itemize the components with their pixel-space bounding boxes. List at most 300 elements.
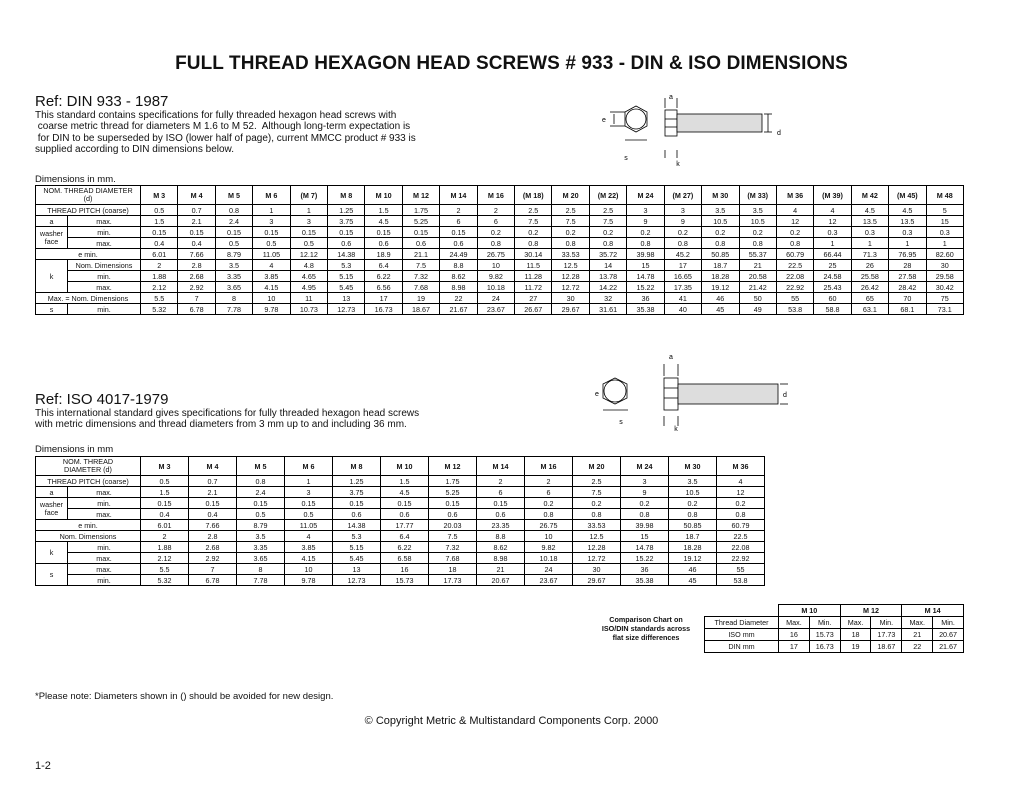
- value-cell: 0.8: [702, 238, 739, 249]
- value-cell: 5.45: [333, 553, 381, 564]
- row-label: k: [36, 260, 68, 293]
- value-cell: 1.5: [365, 205, 402, 216]
- value-cell: 3: [664, 205, 701, 216]
- value-cell: 7.32: [402, 271, 439, 282]
- value-cell: 3.5: [215, 260, 252, 271]
- size-header: M 8: [333, 457, 381, 476]
- value-cell: 3: [621, 476, 669, 487]
- iso-description-line: with metric dimensions and thread diameters from 3 mm up to and including 36 mm.: [35, 419, 407, 431]
- value-cell: 7.68: [402, 282, 439, 293]
- value-cell: 5.3: [328, 260, 365, 271]
- table-row: [36, 509, 765, 520]
- row-sublabel: max.: [68, 238, 141, 249]
- value-cell: 0.15: [290, 227, 327, 238]
- value-cell: 0.15: [440, 227, 477, 238]
- value-cell: 49: [739, 304, 776, 315]
- value-cell: 29.67: [573, 575, 621, 586]
- value-cell: 76.95: [889, 249, 926, 260]
- value-cell: 1: [285, 476, 333, 487]
- value-cell: 18.7: [702, 260, 739, 271]
- comparison-cell: Min.: [809, 617, 840, 629]
- value-cell: 10.5: [739, 216, 776, 227]
- comparison-caption-line: flat size differences: [612, 633, 680, 642]
- size-header: M 42: [851, 186, 888, 205]
- value-cell: 6: [440, 216, 477, 227]
- value-cell: 1.25: [333, 476, 381, 487]
- value-cell: 6.56: [365, 282, 402, 293]
- value-cell: 0.8: [477, 238, 514, 249]
- row-sublabel: max.: [68, 509, 141, 520]
- value-cell: 3.65: [215, 282, 252, 293]
- washer-face-label-line: washer: [39, 228, 64, 238]
- value-cell: 13: [333, 564, 381, 575]
- value-cell: 24.49: [440, 249, 477, 260]
- value-cell: 1.5: [141, 216, 178, 227]
- value-cell: 35.72: [589, 249, 626, 260]
- value-cell: 7.68: [429, 553, 477, 564]
- value-cell: 70: [889, 293, 926, 304]
- value-cell: 0.8: [552, 238, 589, 249]
- value-cell: 10.18: [477, 282, 514, 293]
- iso-screw-drawing: [588, 350, 798, 435]
- comparison-caption-line: Comparison Chart on: [609, 615, 683, 624]
- value-cell: 28.42: [889, 282, 926, 293]
- value-cell: 6: [525, 487, 573, 498]
- row-label: Nom. Dimensions: [36, 531, 141, 542]
- size-header: (M 27): [664, 186, 701, 205]
- din-ref: Ref: DIN 933 - 1987: [35, 93, 169, 110]
- value-cell: 26: [851, 260, 888, 271]
- comparison-cell: 17.73: [871, 629, 902, 641]
- table-row: [36, 216, 964, 227]
- comparison-row: [705, 641, 964, 653]
- value-cell: 22.92: [717, 553, 765, 564]
- table-row: [36, 575, 765, 586]
- value-cell: 9.78: [253, 304, 290, 315]
- value-cell: 13.78: [589, 271, 626, 282]
- comparison-row: [705, 629, 964, 641]
- row-label: THREAD PITCH (coarse): [36, 476, 141, 487]
- table-row: [36, 227, 964, 238]
- value-cell: 12.12: [290, 249, 327, 260]
- value-cell: 30: [552, 293, 589, 304]
- value-cell: 12.5: [573, 531, 621, 542]
- value-cell: 6.78: [178, 304, 215, 315]
- value-cell: 2.5: [515, 205, 552, 216]
- comparison-caption-line: ISO/DIN standards across: [601, 624, 691, 633]
- value-cell: 66.44: [814, 249, 851, 260]
- value-cell: 46: [702, 293, 739, 304]
- value-cell: 0.15: [429, 498, 477, 509]
- value-cell: 0.4: [189, 509, 237, 520]
- value-cell: 0.5: [285, 509, 333, 520]
- size-header: (M 22): [589, 186, 626, 205]
- value-cell: 4.15: [253, 282, 290, 293]
- value-cell: 9.78: [285, 575, 333, 586]
- value-cell: 46: [669, 564, 717, 575]
- value-cell: 0.15: [189, 498, 237, 509]
- value-cell: 12.28: [552, 271, 589, 282]
- value-cell: 39.98: [627, 249, 664, 260]
- value-cell: 8.8: [440, 260, 477, 271]
- value-cell: 17.77: [381, 520, 429, 531]
- value-cell: 14.22: [589, 282, 626, 293]
- value-cell: 25.43: [814, 282, 851, 293]
- value-cell: 23.67: [525, 575, 573, 586]
- value-cell: 1: [851, 238, 888, 249]
- value-cell: 7.5: [515, 216, 552, 227]
- label-e: e: [595, 391, 599, 398]
- row-label: THREAD PITCH (coarse): [36, 205, 141, 216]
- value-cell: 5.25: [402, 216, 439, 227]
- value-cell: 8.79: [237, 520, 285, 531]
- value-cell: 19.12: [669, 553, 717, 564]
- value-cell: 1: [814, 238, 851, 249]
- value-cell: 8: [237, 564, 285, 575]
- hex-head-end-view: [625, 106, 647, 132]
- value-cell: 5.3: [333, 531, 381, 542]
- value-cell: 3.5: [669, 476, 717, 487]
- row-sublabel: max.: [68, 282, 141, 293]
- value-cell: 0.2: [776, 227, 813, 238]
- size-header: M 30: [702, 186, 739, 205]
- din-description-line: for DIN to be superseded by ISO (lower half of page), current MMCC product # 933 is: [35, 132, 416, 144]
- value-cell: 2.92: [178, 282, 215, 293]
- hex-head-end-view: [603, 378, 627, 404]
- value-cell: 7.5: [402, 260, 439, 271]
- value-cell: 12: [717, 487, 765, 498]
- value-cell: 4.95: [290, 282, 327, 293]
- din-description-line: supplied according to DIN dimensions below.: [35, 144, 234, 156]
- size-header: M 14: [477, 457, 525, 476]
- value-cell: 30.14: [515, 249, 552, 260]
- value-cell: 5.15: [333, 542, 381, 553]
- value-cell: 0.15: [237, 498, 285, 509]
- value-cell: 60.79: [717, 520, 765, 531]
- comparison-cell: Max.: [840, 617, 871, 629]
- comparison-cell: 17: [779, 641, 810, 653]
- value-cell: 0.5: [141, 476, 189, 487]
- value-cell: 3.5: [702, 205, 739, 216]
- value-cell: 21: [477, 564, 525, 575]
- value-cell: 9: [627, 216, 664, 227]
- value-cell: 29.67: [552, 304, 589, 315]
- value-cell: 0.4: [141, 509, 189, 520]
- value-cell: 24.58: [814, 271, 851, 282]
- value-cell: 0.8: [573, 509, 621, 520]
- value-cell: 41: [664, 293, 701, 304]
- value-cell: 2.4: [215, 216, 252, 227]
- label-d: d: [783, 392, 787, 399]
- value-cell: 17.35: [664, 282, 701, 293]
- value-cell: 14: [589, 260, 626, 271]
- row-sublabel: min.: [68, 498, 141, 509]
- value-cell: 5.32: [141, 304, 178, 315]
- value-cell: 2.1: [189, 487, 237, 498]
- value-cell: 33.53: [573, 520, 621, 531]
- value-cell: 12.73: [333, 575, 381, 586]
- value-cell: 9.82: [525, 542, 573, 553]
- value-cell: 6.01: [141, 249, 178, 260]
- size-header: M 24: [627, 186, 664, 205]
- value-cell: 2.68: [189, 542, 237, 553]
- value-cell: 0.15: [333, 498, 381, 509]
- value-cell: 2.5: [573, 476, 621, 487]
- table-row: [36, 293, 964, 304]
- value-cell: 22.08: [776, 271, 813, 282]
- value-cell: 55: [776, 293, 813, 304]
- value-cell: 23.67: [477, 304, 514, 315]
- value-cell: 4.5: [851, 205, 888, 216]
- value-cell: 8.98: [440, 282, 477, 293]
- size-header: M 36: [717, 457, 765, 476]
- value-cell: 0.2: [552, 227, 589, 238]
- value-cell: 3: [253, 216, 290, 227]
- value-cell: 6.4: [365, 260, 402, 271]
- value-cell: 1.5: [381, 476, 429, 487]
- value-cell: 40: [664, 304, 701, 315]
- hex-head-side-view: [665, 110, 677, 136]
- value-cell: 20.58: [739, 271, 776, 282]
- value-cell: 5.32: [141, 575, 189, 586]
- iso-dimensions-table: [35, 456, 765, 586]
- value-cell: 7.78: [215, 304, 252, 315]
- value-cell: 10: [477, 260, 514, 271]
- value-cell: 0.8: [621, 509, 669, 520]
- size-header: M 20: [552, 186, 589, 205]
- value-cell: 0.15: [365, 227, 402, 238]
- value-cell: 7: [189, 564, 237, 575]
- value-cell: 21.67: [440, 304, 477, 315]
- iso-ref: Ref: ISO 4017-1979: [35, 391, 169, 408]
- value-cell: 10: [525, 531, 573, 542]
- iso-description-line: This international standard gives specifications for fully threaded hexagon head screws: [35, 408, 420, 419]
- value-cell: 75: [926, 293, 963, 304]
- value-cell: 2: [440, 205, 477, 216]
- comparison-size: M 10: [779, 605, 841, 617]
- value-cell: 3: [627, 205, 664, 216]
- size-header: M 36: [776, 186, 813, 205]
- value-cell: 22.08: [717, 542, 765, 553]
- value-cell: 0.15: [328, 227, 365, 238]
- iso-dimensions-label: Dimensions in mm: [35, 444, 114, 455]
- value-cell: 0.8: [627, 238, 664, 249]
- value-cell: 5.45: [328, 282, 365, 293]
- comparison-cell: 18.67: [871, 641, 902, 653]
- value-cell: 45: [702, 304, 739, 315]
- table-row: [36, 531, 765, 542]
- value-cell: 12: [776, 216, 813, 227]
- size-header: M 5: [237, 457, 285, 476]
- value-cell: 16: [381, 564, 429, 575]
- value-cell: 2.1: [178, 216, 215, 227]
- value-cell: 0.6: [429, 509, 477, 520]
- value-cell: 27: [515, 293, 552, 304]
- value-cell: 7.66: [189, 520, 237, 531]
- size-header: M 24: [621, 457, 669, 476]
- value-cell: 0.15: [215, 227, 252, 238]
- size-header: M 8: [328, 186, 365, 205]
- value-cell: 53.8: [776, 304, 813, 315]
- value-cell: 15.73: [381, 575, 429, 586]
- value-cell: 18: [429, 564, 477, 575]
- value-cell: 2.5: [552, 205, 589, 216]
- value-cell: 1.88: [141, 271, 178, 282]
- threaded-shank: [678, 384, 778, 404]
- value-cell: 15: [627, 260, 664, 271]
- comparison-cell: 22: [902, 641, 933, 653]
- value-cell: 11.28: [515, 271, 552, 282]
- value-cell: 82.60: [926, 249, 963, 260]
- size-header: M 14: [440, 186, 477, 205]
- value-cell: 3.5: [739, 205, 776, 216]
- size-header: (M 7): [290, 186, 327, 205]
- value-cell: 45: [669, 575, 717, 586]
- din-dimensions-label: Dimensions in mm.: [35, 174, 116, 185]
- value-cell: 12.73: [328, 304, 365, 315]
- value-cell: 1.25: [328, 205, 365, 216]
- value-cell: 2.68: [178, 271, 215, 282]
- value-cell: 13.5: [889, 216, 926, 227]
- value-cell: 26.75: [525, 520, 573, 531]
- value-cell: 19: [402, 293, 439, 304]
- value-cell: 6: [477, 487, 525, 498]
- value-cell: 22.92: [776, 282, 813, 293]
- row-sublabel: max.: [68, 553, 141, 564]
- value-cell: 17: [664, 260, 701, 271]
- value-cell: 16.65: [664, 271, 701, 282]
- value-cell: 6.58: [381, 553, 429, 564]
- value-cell: 0.15: [253, 227, 290, 238]
- comparison-cell: Min.: [933, 617, 964, 629]
- value-cell: 10: [285, 564, 333, 575]
- washer-face-label: [36, 498, 68, 520]
- value-cell: 0.5: [290, 238, 327, 249]
- value-cell: 7.5: [589, 216, 626, 227]
- value-cell: 3.65: [237, 553, 285, 564]
- value-cell: 60: [814, 293, 851, 304]
- value-cell: 6.4: [381, 531, 429, 542]
- size-header: M 6: [253, 186, 290, 205]
- value-cell: 8: [215, 293, 252, 304]
- size-header: M 12: [429, 457, 477, 476]
- page-title: FULL THREAD HEXAGON HEAD SCREWS # 933 - DIN & ISO DIMENSIONS: [175, 53, 848, 74]
- value-cell: 5.5: [141, 564, 189, 575]
- value-cell: 3: [290, 216, 327, 227]
- value-cell: 10.18: [525, 553, 573, 564]
- value-cell: 55: [717, 564, 765, 575]
- value-cell: 24: [477, 293, 514, 304]
- value-cell: 71.3: [851, 249, 888, 260]
- value-cell: 0.15: [285, 498, 333, 509]
- size-header: M 3: [141, 186, 178, 205]
- comparison-cell: 16.73: [809, 641, 840, 653]
- comparison-size: M 14: [902, 605, 964, 617]
- value-cell: 17: [365, 293, 402, 304]
- value-cell: 30: [926, 260, 963, 271]
- value-cell: 0.5: [141, 205, 178, 216]
- value-cell: 36: [621, 564, 669, 575]
- value-cell: 7.5: [573, 487, 621, 498]
- value-cell: 26.42: [851, 282, 888, 293]
- value-cell: 73.1: [926, 304, 963, 315]
- din-screw-drawing: [592, 90, 792, 170]
- comparison-cell: 21.67: [933, 641, 964, 653]
- size-header: M 16: [525, 457, 573, 476]
- value-cell: 12: [814, 216, 851, 227]
- value-cell: 4.5: [889, 205, 926, 216]
- value-cell: 36: [627, 293, 664, 304]
- size-header: M 3: [141, 457, 189, 476]
- value-cell: 0.8: [589, 238, 626, 249]
- value-cell: 7.32: [429, 542, 477, 553]
- value-cell: 30: [573, 564, 621, 575]
- table-row: [36, 238, 964, 249]
- label-a: a: [669, 354, 673, 361]
- value-cell: 16.73: [365, 304, 402, 315]
- value-cell: 2.4: [237, 487, 285, 498]
- value-cell: 39.98: [621, 520, 669, 531]
- value-cell: 9: [664, 216, 701, 227]
- value-cell: 35.38: [627, 304, 664, 315]
- value-cell: 2: [477, 205, 514, 216]
- value-cell: 4.65: [290, 271, 327, 282]
- value-cell: 3.5: [237, 531, 285, 542]
- copyright: © Copyright Metric & Multistandard Components Corp. 2000: [364, 715, 659, 727]
- row-label: Max. = Nom. Dimensions: [36, 293, 141, 304]
- size-header: M 10: [365, 186, 402, 205]
- value-cell: 68.1: [889, 304, 926, 315]
- value-cell: 0.2: [573, 498, 621, 509]
- value-cell: 26.75: [477, 249, 514, 260]
- table-row: [36, 553, 765, 564]
- value-cell: 8.98: [477, 553, 525, 564]
- value-cell: 0.15: [178, 227, 215, 238]
- value-cell: 55.37: [739, 249, 776, 260]
- value-cell: 0.2: [515, 227, 552, 238]
- value-cell: 15: [926, 216, 963, 227]
- row-sublabel: min.: [68, 227, 141, 238]
- value-cell: 9.82: [477, 271, 514, 282]
- value-cell: 0.3: [851, 227, 888, 238]
- label-s: s: [624, 155, 628, 162]
- header-label-line: NOM. THREAD: [62, 457, 114, 466]
- size-header: (M 33): [739, 186, 776, 205]
- value-cell: 2: [525, 476, 573, 487]
- value-cell: 10.5: [669, 487, 717, 498]
- value-cell: 0.6: [333, 509, 381, 520]
- value-cell: 8.79: [215, 249, 252, 260]
- value-cell: 0.2: [702, 227, 739, 238]
- value-cell: 11: [290, 293, 327, 304]
- row-label: a: [36, 487, 68, 498]
- row-sublabel: min.: [68, 575, 141, 586]
- value-cell: 0.6: [477, 509, 525, 520]
- comparison-cell: Max.: [779, 617, 810, 629]
- value-cell: 8.8: [477, 531, 525, 542]
- value-cell: 0.2: [664, 227, 701, 238]
- value-cell: 45.2: [664, 249, 701, 260]
- value-cell: 12.5: [552, 260, 589, 271]
- value-cell: 9: [621, 487, 669, 498]
- value-cell: 8.62: [440, 271, 477, 282]
- value-cell: 0.2: [669, 498, 717, 509]
- value-cell: 13.5: [851, 216, 888, 227]
- row-sublabel: max.: [68, 487, 141, 498]
- value-cell: 4.5: [365, 216, 402, 227]
- value-cell: 4: [814, 205, 851, 216]
- washer-face-label: [36, 227, 68, 249]
